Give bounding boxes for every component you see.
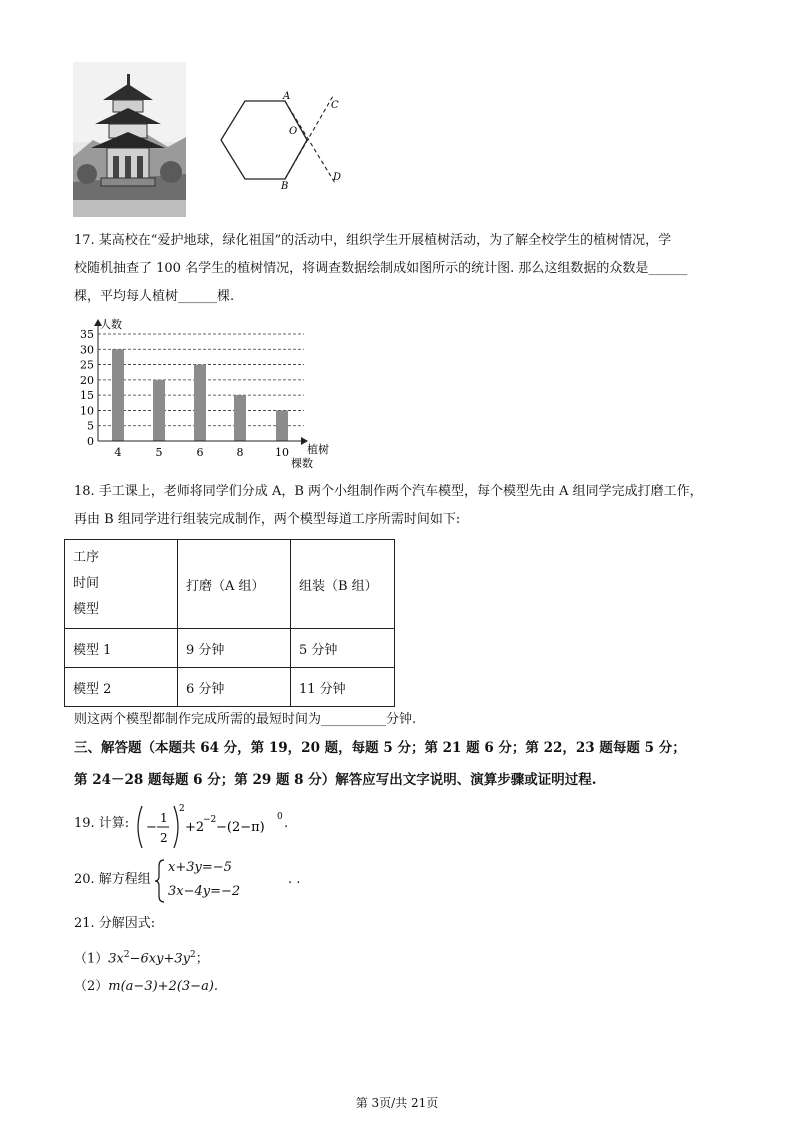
q20-end: . .	[288, 872, 301, 887]
x-tick-label: 10	[275, 446, 289, 459]
x-tick-label: 5	[155, 446, 163, 459]
q19-den: 2	[160, 831, 168, 845]
row2-model: 模型 2	[65, 668, 178, 707]
q18-line1: 18. 手工课上，老师将同学们分成 A，B 两个小组制作两个汽车模型，每个模型先由 A 组同学完成打磨工作，	[74, 484, 703, 499]
q19-end: .	[284, 816, 289, 831]
header-line-process: 工序	[73, 550, 100, 565]
q21-p1-a: 3x	[108, 951, 124, 967]
q18-line2: 再由 B 组同学进行组装完成制作，两个模型每道工序所需时间如下:	[74, 512, 461, 527]
table-row	[65, 629, 395, 668]
q19-expression	[136, 802, 266, 852]
q21-part1	[74, 945, 209, 969]
row2-b: 11 分钟	[291, 668, 395, 707]
y-tick-label: 20	[80, 373, 94, 387]
q21-p1-e2: 2	[189, 950, 196, 960]
header-line-time: 时间	[73, 576, 100, 591]
row1-a: 9 分钟	[178, 629, 291, 668]
x-tick-label: 6	[196, 446, 204, 459]
y-tick-label: 30	[80, 343, 94, 357]
bar-chart-svg	[76, 316, 336, 476]
section3-line1: 三、解答题（本题共 64 分，第 19，20 题，每题 5 分；第 21 题 6 分；第 22，23 题每题 5 分；	[74, 740, 686, 756]
q20-eq2: 3x−4y=−2	[168, 884, 241, 899]
q19-tail: −(2−π)	[216, 820, 265, 835]
q21-p1-end: ；	[195, 951, 209, 967]
bar-4	[112, 349, 124, 441]
y-tick-label: 35	[80, 328, 94, 341]
q21-p1-b: −6xy+3y	[129, 951, 190, 967]
q19-num: 1	[160, 811, 168, 825]
q17-line2: 校随机抽查了 100 名学生的植树情况，将调查数据绘制成如图所示的统计图. 那么这组数据的众数是______	[74, 261, 688, 276]
q19-plus-two: +2	[185, 820, 205, 835]
header-line-model: 模型	[73, 602, 100, 617]
chart-xlabel-1: 植树	[307, 443, 329, 456]
chart-ylabel: 人数	[100, 318, 122, 331]
q20-eq1: x+3y=−5	[168, 860, 232, 875]
label-b: B	[281, 181, 289, 192]
bar-6	[194, 365, 206, 441]
q21-p1-label: （1）	[74, 951, 109, 967]
label-a: A	[283, 91, 291, 102]
q19-exp2: −2	[203, 815, 217, 825]
q17-line3: 棵，平均每人植树______棵.	[74, 289, 235, 304]
label-d: D	[333, 172, 342, 183]
q18-after: 则这两个模型都制作完成所需的最短时间为__________分钟.	[74, 712, 417, 727]
bar-8	[234, 395, 246, 441]
q17-line1: 17. 某高校在“爱护地球，绿化祖国”的活动中，组织学生开展植树活动，为了解全校学生的植树情况，学	[74, 233, 672, 248]
label-c: C	[331, 100, 339, 111]
q19-exp3: 0	[277, 812, 283, 822]
q19-minus: −	[146, 820, 157, 835]
process-table	[64, 539, 395, 707]
q19-exp1: 2	[179, 804, 185, 814]
bar-5	[153, 380, 165, 441]
table-row	[65, 668, 395, 707]
section3-line2: 第 24－28 题每题 6 分；第 29 题 8 分）解答应写出文字说明、演算步骤或证明过程.	[74, 772, 597, 788]
q21-p2-expr: m(a−3)+2(3−a).	[108, 979, 219, 994]
y-tick-label: 10	[80, 404, 94, 418]
q20-label: 20. 解方程组	[74, 872, 151, 887]
table-header-corner	[65, 540, 178, 629]
q21-p2-label: （2）	[74, 979, 109, 994]
label-o: O	[289, 126, 298, 137]
row1-b: 5 分钟	[291, 629, 395, 668]
pagoda-photo	[73, 62, 186, 217]
row1-model: 模型 1	[65, 629, 178, 668]
chart-xlabel-2: 棵数	[291, 457, 313, 470]
q21-p1-e1: 2	[123, 950, 130, 960]
q19-label: 19. 计算:	[74, 816, 130, 831]
y-tick-label: 25	[80, 358, 94, 372]
y-tick-label: 5	[87, 419, 94, 433]
q21-part2	[74, 977, 218, 997]
y-tick-label: 0	[87, 435, 94, 448]
bar-chart	[76, 316, 336, 476]
page-footer: 第 3页/共 21页	[355, 1096, 439, 1110]
brace-icon	[154, 858, 166, 904]
bar-10	[276, 410, 288, 441]
x-tick-label: 4	[114, 446, 122, 459]
y-tick-label: 15	[80, 389, 94, 403]
q21-label: 21. 分解因式:	[74, 916, 156, 931]
hexagon-figure	[215, 88, 345, 193]
header-assemble: 组装（B 组）	[291, 540, 395, 629]
row2-a: 6 分钟	[178, 668, 291, 707]
x-tick-label: 8	[236, 446, 244, 459]
header-polish: 打磨（A 组）	[178, 540, 291, 629]
